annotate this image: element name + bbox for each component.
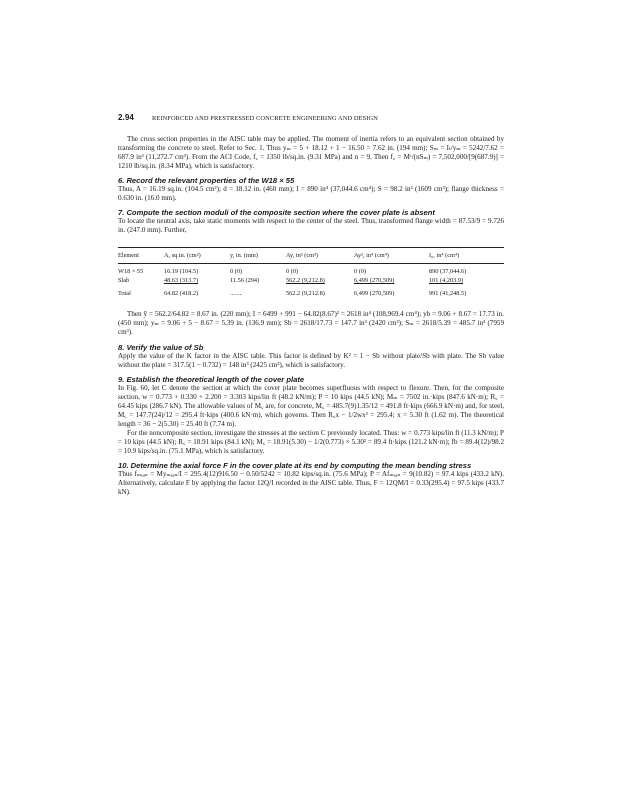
table-cell: 64.82 (418.2) [164,290,199,298]
table-total-row [118,287,504,298]
column-header: I₀, in⁴ (cm⁴) [429,248,504,264]
column-header: Element [118,248,164,264]
column-header: Ay², in⁴ (cm⁴) [354,248,429,264]
table-cell: 991 (41,248.5) [429,290,467,298]
table-cell: 16.19 (104.5) [164,268,199,276]
step-9-text-1: In Fig. 60, let C denote the section at which the cover plate becomes superfluous with respect to flexure. Then, for the composite section, w = 0.773 + 0.330 + 2.200 = 3.303 kips/lin ft (48.2 kN/m); P = 10 kips (44.5 kN); Mₘ = 7502 in.·kips (847.6 kN·m); R꜀ = 64.45 kips (286.7 kN). The allowable values of M꜀ are, for concrete, M꜀ = 485.7(9)1.35/12 = 491.8 ft·kips (666.9 kN·m) and, for steel, M꜀ = 147.7(24)/12 = 295.4 ft·kips (400.6 kN·m), which governs. Then R꜀x − 1/2wx² = 295.4; x = 5.30 ft (1.62 m). The theoretical length = 36 − 2(5.30) = 25.40 ft (7.74 m). [118,383,504,428]
table-cell: 562.2 (9,212.8) [286,277,325,285]
step-6-heading: 6. Record the relevant properties of the W18 × 55 [118,176,295,186]
table-cell: 6,499 (270,509) [354,277,395,285]
column-header: A, sq.in. (cm²) [164,248,230,264]
page-number: 2.94 [118,113,134,122]
table-cell: 0 (0) [286,268,299,276]
table-cell: 562.2 (9,212.8) [286,290,325,298]
running-title: REINFORCED AND PRESTRESSED CONCRETE ENGINEERING AND DESIGN [151,115,378,122]
column-header: Ay, in³ (cm³) [286,248,354,264]
step-10-heading: 10. Determine the axial force F in the cover plate at its end by computing the mean bending stress [118,460,472,470]
table-cell: 101 (4,203.9) [429,277,464,285]
step-7-heading: 7. Compute the section moduli of the composite section where the cover plate is absent [118,208,435,218]
intro-paragraph: The cross section properties in the AISC table may be applied. The moment of inertia refers to an equivalent section obtained by transforming the concrete to steel. Refer to Sec. 1. Thus yₘ = 5 + 18.12 + 1 − 16.50 = 7.62 in. (194 mm); Sₘ = Iₜ/yₘ = 5242/7.62 = 687.9 in³ (11,272.7 cm³). From the ACI Code, f꜀ = 1350 lb/sq.in. (9.31 MPa) and n = 9. Then f꜀ = Mᶜ/(nSₘ) = 7,502,000/[9(687.9)] = 1210 lb/sq.in. (8.34 MPa), which is satisfactory. [118,135,504,171]
step-8-heading: 8. Verify the value of Sb [118,342,204,352]
step-9-text-2: For the noncomposite section, investigate the stresses at the section C previously located. Thus: w = 0.773 kips/lin ft (11.3 kN/m); P = 10 kips (44.5 kN); R꜀ = 18.91 kips (84.1 kN); M꜀ = 18.91(5.30) − 1/2(0.773) × 5.30² = 89.4 ft·kips (121.2 kN·m); fb = 89.4(12)/98.2 = 10.9 kips/sq.in. (75.1 MPa), which is satisfactory. [118,428,504,455]
table-row [118,264,504,277]
running-header [118,113,538,122]
step-6-text: Thus, A = 16.19 sq.in. (104.5 cm²); d = 18.12 in. (460 mm); I = 890 in⁴ (37,044.6 cm⁴); S = 98.2 in³ (1609 cm³); flange thickness = 0.630 in. (16.0 mm). [118,185,504,203]
step-9-heading: 9. Establish the theoretical length of the cover plate [118,374,305,384]
body-text [118,135,504,497]
table-cell: 6,499 (270,509) [354,290,395,298]
table-cell: 48.63 (313.7) [164,277,199,285]
after-table-paragraph: Then ȳ = 562.2/64.82 = 8.67 in. (220 mm); I = 6499 + 991 − 64.82(8.67)² = 2618 in⁴ (108,969.4 cm⁴); yb = 9.06 + 8.67 = 17.73 in. (450 mm); yₘ = 9.06 + 5 − 8.67 = 5.39 in. (136.9 mm); Sb = 2618/17.73 = 147.7 in³ (2420 cm³); Sₘ = 2618/5.39 = 485.7 in³ (7959 cm³). [118,310,504,337]
table-cell: ........ [230,290,243,298]
step-10-text: Thus fₘₑₐₙ = Myₘₑₐₙ/I = 295.4(12)916.50 − 0.50/5242 = 10.82 kips/sq.in. (75.6 MPa); P = Afₘₑₐₙ = 9(10.82) = 97.4 kips (433.2 kN). Alternatively, calculate F by applying the factor 12Q/I recorded in the AISC table. Thus, F = 12QM/I = 0.33(295.4) = 97.5 kips (433.7 kN). [118,469,504,497]
table-cell: Slab [118,277,130,285]
table-row [118,276,504,287]
step-7-text: To locate the neutral axis, take static moments with respect to the center of the steel. Thus, transformed flange width = 87.53/9 = 9.726 in. (247.0 mm). Further, [118,217,504,235]
table-cell: W18 × 55 [118,268,144,276]
column-header: y, in. (mm) [230,248,286,264]
table-cell: 11.56 (294) [230,277,260,285]
step-8-text: Apply the value of the K factor in the AISC table. This factor is defined by K² = 1 − Sb without plate/Sb with plate. The Sb value without the plate = 317.5(1 − 0.732) = 148 in³ (2425 cm³), which is satisfactory. [118,351,504,369]
table-cell: 0 (0) [230,268,243,276]
table-header-row [118,248,504,264]
table-cell: Total [118,290,131,298]
table-cell: 0 (0) [354,268,367,276]
section-properties-table [118,247,504,298]
table-cell: 890 (37,044.6) [429,268,467,276]
